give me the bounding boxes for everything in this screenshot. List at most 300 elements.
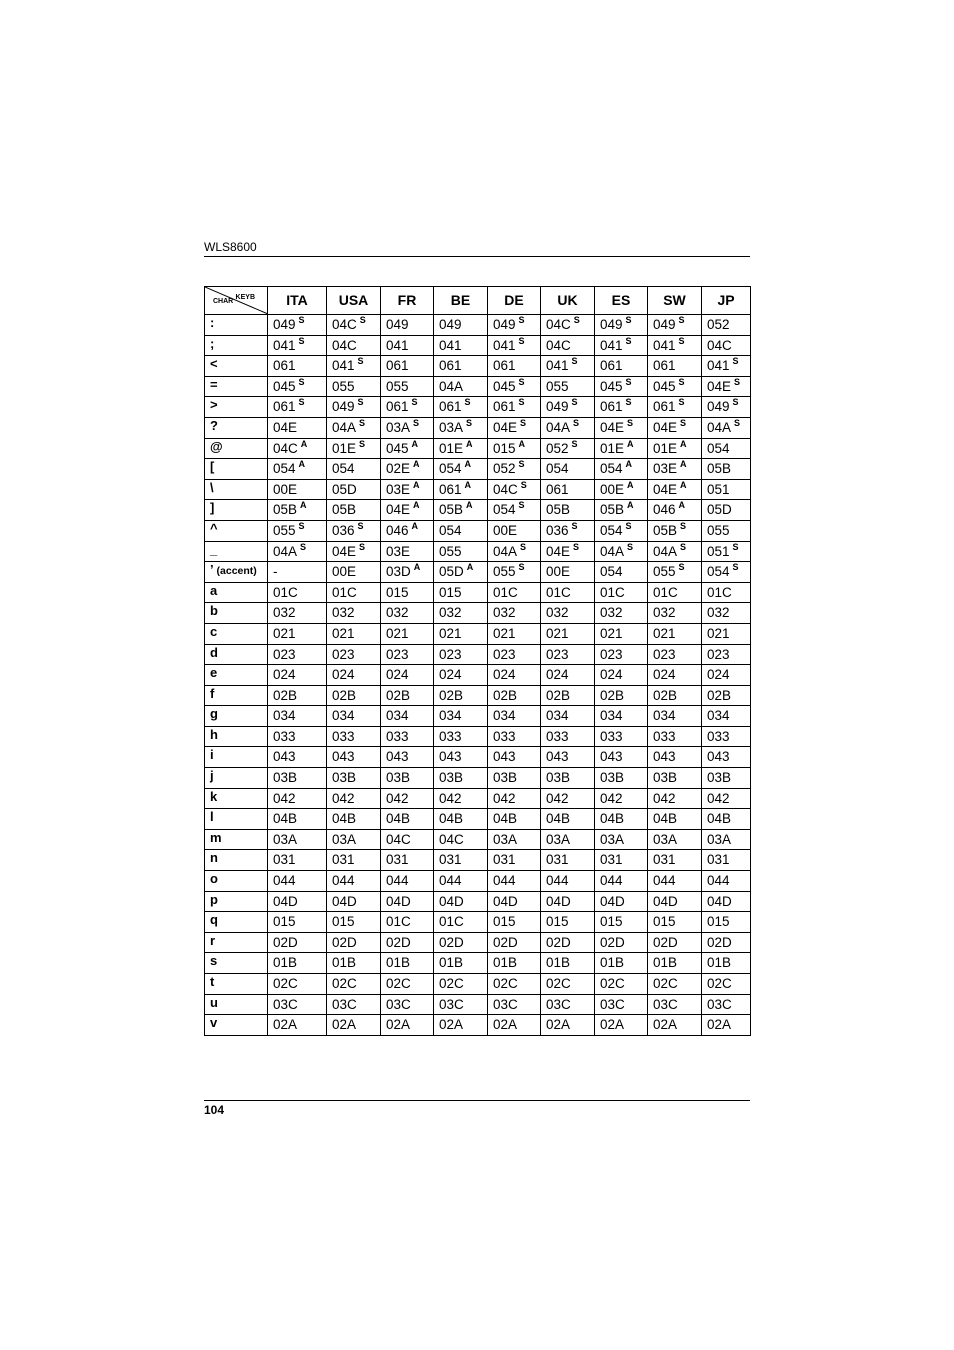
code-value: 021	[546, 625, 569, 641]
code-cell	[541, 356, 595, 377]
code-value: 042	[546, 790, 569, 806]
code-value: 024	[600, 667, 623, 683]
code-cell	[648, 1015, 702, 1036]
char-label: :	[210, 315, 215, 330]
code-value: 015	[332, 914, 355, 930]
table-row	[205, 541, 751, 562]
column-header: JP	[702, 287, 751, 315]
code-cell	[541, 932, 595, 953]
code-cell	[702, 747, 751, 768]
modifier-flag: S	[680, 520, 687, 531]
column-header: UK	[541, 287, 595, 315]
code-cell	[327, 397, 381, 418]
char-label: _	[210, 541, 218, 557]
modifier-flag: S	[518, 459, 525, 470]
code-value: 049	[386, 317, 409, 332]
row-char-cell	[205, 376, 268, 397]
code-cell	[541, 315, 595, 336]
code-value: 00E	[273, 481, 298, 497]
column-header: BE	[434, 287, 488, 315]
code-value: 02C	[332, 976, 357, 991]
code-value: 02B	[546, 687, 571, 703]
code-cell	[595, 438, 648, 459]
modifier-flag: S	[359, 541, 366, 552]
code-value: 04B	[273, 811, 298, 827]
code-cell	[434, 417, 488, 438]
code-cell	[434, 479, 488, 500]
modifier-flag: A	[464, 459, 472, 470]
code-cell	[327, 356, 381, 377]
code-cell	[488, 315, 541, 336]
code-cell	[434, 747, 488, 768]
code-value: 044	[332, 873, 355, 889]
code-value: 04B	[439, 811, 464, 827]
code-value: 03B	[273, 770, 298, 786]
code-value: 04A	[332, 419, 357, 435]
code-cell	[488, 417, 541, 438]
code-value: 061	[273, 358, 296, 374]
code-value: 042	[707, 790, 730, 806]
code-value: 061	[439, 481, 462, 497]
char-label: c	[210, 623, 218, 639]
row-char-cell	[205, 541, 268, 562]
code-value: 024	[493, 667, 516, 683]
code-value: 061	[273, 399, 296, 415]
code-value: 03C	[273, 996, 298, 1012]
code-cell	[648, 562, 702, 583]
code-value: 061	[546, 481, 569, 497]
code-value: 061	[386, 358, 409, 374]
code-cell	[595, 459, 648, 480]
code-value: 01C	[439, 914, 464, 930]
row-char-cell	[205, 562, 268, 583]
table-row	[205, 706, 751, 727]
code-cell	[381, 768, 434, 789]
code-value: 042	[439, 790, 462, 806]
modifier-flag: S	[298, 315, 305, 325]
code-value: 04A	[273, 543, 298, 559]
code-cell	[541, 891, 595, 912]
code-cell	[381, 356, 434, 377]
row-char-cell	[205, 871, 268, 892]
code-value: 02B	[600, 687, 625, 703]
code-value: 042	[332, 790, 355, 806]
code-cell	[541, 768, 595, 789]
code-value: 054	[439, 522, 462, 538]
code-value: 05D	[707, 502, 732, 518]
modifier-flag: A	[413, 500, 420, 511]
code-value: 045	[493, 378, 516, 394]
code-value: 02D	[493, 934, 518, 950]
modifier-flag: S	[520, 417, 527, 428]
table-row	[205, 1015, 751, 1036]
modifier-flag: S	[734, 417, 741, 428]
code-value: 044	[439, 873, 462, 889]
char-label: ^	[210, 520, 218, 536]
code-cell	[268, 1015, 327, 1036]
code-cell	[381, 726, 434, 747]
char-label: e	[210, 665, 218, 681]
code-cell	[488, 500, 541, 521]
code-value: 043	[653, 749, 676, 765]
code-value: 024	[546, 667, 569, 683]
modifier-flag: A	[625, 459, 633, 470]
code-value: 02C	[439, 976, 464, 991]
modifier-flag: S	[732, 562, 739, 573]
char-label: r	[210, 932, 216, 948]
code-cell	[595, 644, 648, 665]
code-value: 03C	[493, 996, 518, 1012]
code-value: 02D	[546, 934, 571, 950]
table-row	[205, 520, 751, 541]
code-value: 03A	[653, 831, 678, 847]
code-value: 055	[273, 522, 296, 538]
code-value: 02A	[493, 1017, 518, 1033]
code-value: 05B	[546, 502, 571, 518]
modifier-flag: S	[625, 376, 632, 387]
row-char-cell	[205, 1015, 268, 1036]
code-cell	[381, 912, 434, 933]
code-value: 04D	[273, 893, 298, 909]
code-cell	[327, 417, 381, 438]
code-value: 01E	[332, 440, 357, 456]
code-value: 061	[493, 399, 516, 415]
code-cell	[488, 541, 541, 562]
modifier-flag: A	[466, 500, 473, 511]
code-value: 03E	[386, 481, 411, 497]
code-value: 021	[600, 625, 623, 641]
code-cell	[541, 706, 595, 727]
code-cell	[381, 685, 434, 706]
code-cell	[595, 932, 648, 953]
modifier-flag: A	[680, 438, 687, 449]
code-value: 015	[273, 914, 296, 930]
table-row	[205, 994, 751, 1015]
code-value: 031	[546, 852, 569, 868]
code-value: 05D	[439, 564, 464, 580]
code-value: 044	[546, 873, 569, 889]
char-label: u	[210, 994, 218, 1010]
code-cell	[595, 623, 648, 644]
code-value: 041	[273, 337, 296, 353]
modifier-flag: A	[413, 479, 420, 490]
code-cell	[595, 829, 648, 850]
code-value: 04E	[653, 481, 678, 497]
code-cell	[268, 356, 327, 377]
modifier-flag: S	[678, 315, 685, 325]
code-value: 03B	[493, 770, 518, 786]
code-value: 03A	[600, 831, 625, 847]
code-cell	[434, 953, 488, 974]
code-cell	[488, 1015, 541, 1036]
code-value: 03A	[332, 831, 357, 847]
code-cell	[648, 500, 702, 521]
code-value: 049	[600, 317, 623, 332]
code-cell	[434, 891, 488, 912]
code-value: 055	[386, 378, 409, 394]
char-label: k	[210, 788, 218, 804]
code-value: 02D	[273, 934, 298, 950]
code-value: 01B	[707, 955, 732, 971]
code-value: 04D	[493, 893, 518, 909]
code-cell	[268, 644, 327, 665]
code-value: 054	[600, 564, 623, 580]
code-cell	[268, 623, 327, 644]
code-cell	[648, 912, 702, 933]
code-cell	[268, 417, 327, 438]
code-cell	[702, 562, 751, 583]
code-cell	[381, 829, 434, 850]
code-cell	[541, 912, 595, 933]
code-value: 01E	[439, 440, 464, 456]
code-value: 036	[332, 522, 355, 538]
modifier-flag: S	[359, 315, 366, 325]
code-value: 024	[273, 667, 296, 683]
code-cell	[595, 850, 648, 871]
code-cell	[488, 562, 541, 583]
code-cell	[381, 706, 434, 727]
char-label: \	[210, 479, 214, 495]
code-cell	[434, 850, 488, 871]
code-cell	[541, 603, 595, 624]
code-value: 02C	[493, 976, 518, 991]
modifier-flag: A	[627, 479, 634, 490]
code-cell	[327, 974, 381, 995]
code-cell	[702, 459, 751, 480]
code-cell	[488, 603, 541, 624]
modifier-flag: S	[734, 376, 741, 387]
modifier-flag: S	[298, 397, 305, 408]
code-cell	[327, 685, 381, 706]
row-char-cell	[205, 932, 268, 953]
modifier-flag: S	[518, 376, 525, 387]
code-value: 03A	[439, 419, 464, 435]
modifier-flag: A	[680, 479, 687, 490]
code-cell	[488, 932, 541, 953]
code-value: 02A	[707, 1017, 732, 1033]
code-value: 042	[653, 790, 676, 806]
code-cell	[648, 891, 702, 912]
code-cell	[648, 582, 702, 603]
code-cell	[541, 500, 595, 521]
column-header: USA	[327, 287, 381, 315]
code-cell	[702, 438, 751, 459]
code-cell	[381, 1015, 434, 1036]
code-cell	[702, 665, 751, 686]
code-value: 033	[493, 728, 516, 744]
code-cell	[648, 541, 702, 562]
code-cell	[268, 479, 327, 500]
code-value: 02C	[707, 976, 732, 991]
code-value: 054	[493, 502, 516, 518]
code-value: 032	[386, 605, 409, 621]
table-row	[205, 438, 751, 459]
code-value: 02C	[273, 976, 298, 991]
table-row	[205, 562, 751, 583]
code-value: 032	[546, 605, 569, 621]
code-cell	[327, 953, 381, 974]
column-header: ITA	[268, 287, 327, 315]
modifier-flag: S	[680, 417, 687, 428]
code-value: 02B	[273, 687, 298, 703]
code-cell	[488, 891, 541, 912]
code-cell	[381, 459, 434, 480]
code-value: 033	[439, 728, 462, 744]
code-cell	[595, 974, 648, 995]
code-value: 044	[653, 873, 676, 889]
code-value: 04C	[332, 337, 357, 353]
code-cell	[702, 417, 751, 438]
corner-label-char: CHAR	[213, 298, 234, 306]
code-cell	[595, 417, 648, 438]
code-cell	[268, 335, 327, 356]
code-cell	[702, 829, 751, 850]
code-value: 03C	[546, 996, 571, 1012]
row-char-cell	[205, 520, 268, 541]
code-value: 04C	[332, 317, 357, 332]
modifier-flag: S	[573, 541, 580, 552]
code-cell	[488, 623, 541, 644]
code-value: 054	[273, 461, 296, 477]
code-value: 032	[600, 605, 623, 621]
code-cell	[541, 665, 595, 686]
code-value: 01C	[273, 584, 298, 600]
code-value: 04C	[439, 831, 464, 847]
code-cell	[381, 397, 434, 418]
code-cell	[648, 768, 702, 789]
code-value: 01C	[386, 914, 411, 930]
code-value: 034	[332, 708, 355, 724]
code-cell	[648, 953, 702, 974]
modifier-flag: S	[359, 438, 366, 449]
code-cell	[541, 829, 595, 850]
row-char-cell	[205, 747, 268, 768]
code-cell	[702, 315, 751, 336]
code-value: 042	[273, 790, 296, 806]
code-cell	[488, 644, 541, 665]
code-cell	[541, 335, 595, 356]
code-cell	[488, 376, 541, 397]
code-value: 032	[707, 605, 730, 621]
code-cell	[434, 459, 488, 480]
column-header: SW	[648, 287, 702, 315]
code-cell	[488, 665, 541, 686]
code-value: 042	[493, 790, 516, 806]
code-value: 03B	[546, 770, 571, 786]
table-row	[205, 335, 751, 356]
modifier-flag: S	[571, 520, 578, 531]
code-cell	[434, 912, 488, 933]
code-value: 043	[273, 749, 296, 765]
code-cell	[327, 706, 381, 727]
code-cell	[434, 706, 488, 727]
code-cell	[434, 829, 488, 850]
code-cell	[702, 335, 751, 356]
code-value: 02D	[386, 934, 411, 950]
modifier-flag: A	[413, 459, 420, 470]
code-value: 03B	[332, 770, 357, 786]
code-value: 034	[546, 708, 569, 724]
char-label: a	[210, 582, 218, 598]
code-cell	[702, 582, 751, 603]
modifier-flag: S	[678, 397, 685, 408]
code-value: 04B	[653, 811, 678, 827]
code-cell	[595, 747, 648, 768]
code-value: 034	[386, 708, 409, 724]
code-value: 024	[332, 667, 355, 683]
code-cell	[648, 459, 702, 480]
row-char-cell	[205, 315, 268, 336]
code-cell	[327, 932, 381, 953]
row-char-cell	[205, 623, 268, 644]
char-label: >	[210, 397, 218, 413]
table-row	[205, 603, 751, 624]
char-label: ;	[210, 335, 215, 351]
code-value: 02C	[386, 976, 411, 991]
code-cell	[595, 871, 648, 892]
code-cell	[434, 520, 488, 541]
code-cell	[381, 603, 434, 624]
code-cell	[595, 953, 648, 974]
modifier-flag: S	[627, 417, 634, 428]
code-value: 04E	[386, 502, 411, 518]
table-body	[205, 315, 751, 1036]
code-cell	[381, 315, 434, 336]
modifier-flag: S	[464, 397, 471, 408]
code-value: 02D	[707, 934, 732, 950]
code-value: 03B	[439, 770, 464, 786]
code-value: 01C	[707, 584, 732, 600]
row-char-cell	[205, 665, 268, 686]
row-char-cell	[205, 500, 268, 521]
code-value: 03B	[707, 770, 732, 786]
code-cell	[648, 335, 702, 356]
code-value: 01B	[493, 955, 518, 971]
code-value: 033	[653, 728, 676, 744]
code-value: 041	[493, 337, 516, 353]
code-cell	[541, 871, 595, 892]
char-label: p	[210, 891, 218, 907]
modifier-flag: A	[518, 438, 526, 449]
row-char-cell	[205, 603, 268, 624]
char-label: i	[210, 747, 214, 763]
code-value: 04A	[653, 543, 678, 559]
modifier-flag: A	[411, 520, 419, 531]
code-value: 051	[707, 481, 730, 497]
table-row	[205, 665, 751, 686]
code-cell	[488, 726, 541, 747]
code-cell	[268, 315, 327, 336]
code-value: 032	[653, 605, 676, 621]
code-value: 04E	[707, 378, 732, 394]
table-row	[205, 376, 751, 397]
modifier-flag: S	[678, 562, 685, 573]
row-char-cell	[205, 459, 268, 480]
row-char-cell	[205, 335, 268, 356]
code-value: 034	[273, 708, 296, 724]
code-cell	[702, 768, 751, 789]
char-label: d	[210, 644, 218, 660]
modifier-flag: S	[571, 397, 578, 408]
table-row	[205, 315, 751, 336]
code-value: 01C	[546, 584, 571, 600]
code-cell	[327, 809, 381, 830]
code-value: 052	[707, 317, 730, 332]
char-label: <	[210, 356, 218, 372]
code-value: 03A	[546, 831, 571, 847]
code-value: 015	[546, 914, 569, 930]
code-cell	[268, 438, 327, 459]
